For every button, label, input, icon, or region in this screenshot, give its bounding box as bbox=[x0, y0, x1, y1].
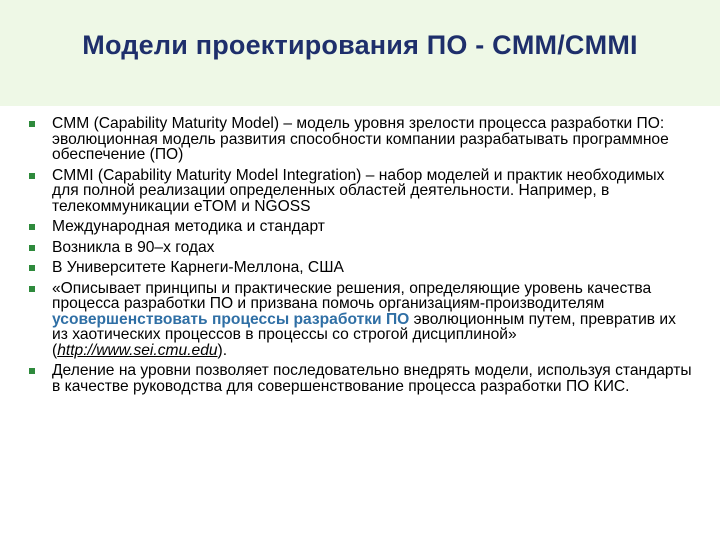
square-bullet-icon bbox=[29, 121, 35, 127]
list-item bbox=[29, 240, 694, 256]
item-text: Международная методика и стандарт bbox=[52, 218, 325, 235]
bullet-list bbox=[29, 116, 694, 399]
quote-text-end: ). bbox=[217, 341, 228, 359]
quote-text-middle: эволюционным путем, превратив их из хаотических процессов в процессы со строгой дисциплиной» ( bbox=[52, 310, 676, 359]
square-bullet-icon bbox=[29, 173, 35, 179]
list-item bbox=[29, 260, 694, 276]
square-bullet-icon bbox=[29, 224, 35, 230]
square-bullet-icon bbox=[29, 368, 35, 374]
list-item bbox=[29, 116, 694, 163]
quote-text-start: «Описывает принципы и практические решения, определяющие уровень качества процесса разработки ПО и призвана помочь организациям-производителям bbox=[52, 279, 652, 312]
item-text: CMM (Capability Maturity Model) – модель уровня зрелости процесса разработки ПО: эволюционная модель развития способности компании разрабатывать программное обеспечение (ПО) bbox=[52, 115, 669, 163]
item-text: CMMI (Capability Maturity Model Integration) – набор моделей и практик необходимых для полной реализации определенных областей деятельности. Например, в телекоммуникации eTOM и NGOSS bbox=[52, 166, 665, 215]
list-item bbox=[29, 168, 694, 215]
item-text: В Университете Карнеги-Меллона, США bbox=[52, 259, 344, 276]
item-text: Деление на уровни позволяет последовательно внедрять модели, используя стандарты в качестве руководства для совершенствование процесса разработки ПО КИС. bbox=[52, 362, 692, 395]
sei-link[interactable]: http://www.sei.cmu.edu bbox=[57, 341, 218, 359]
highlighted-phrase: усовершенствовать процессы разработки ПО bbox=[52, 310, 410, 328]
square-bullet-icon bbox=[29, 265, 35, 271]
square-bullet-icon bbox=[29, 286, 35, 292]
list-item bbox=[29, 219, 694, 235]
list-item bbox=[29, 363, 694, 394]
list-item bbox=[29, 281, 694, 359]
item-text: Возникла в 90–х годах bbox=[52, 238, 215, 256]
square-bullet-icon bbox=[29, 245, 35, 251]
slide-title: Модели проектирования ПО - CMM/CMMI bbox=[82, 30, 638, 60]
